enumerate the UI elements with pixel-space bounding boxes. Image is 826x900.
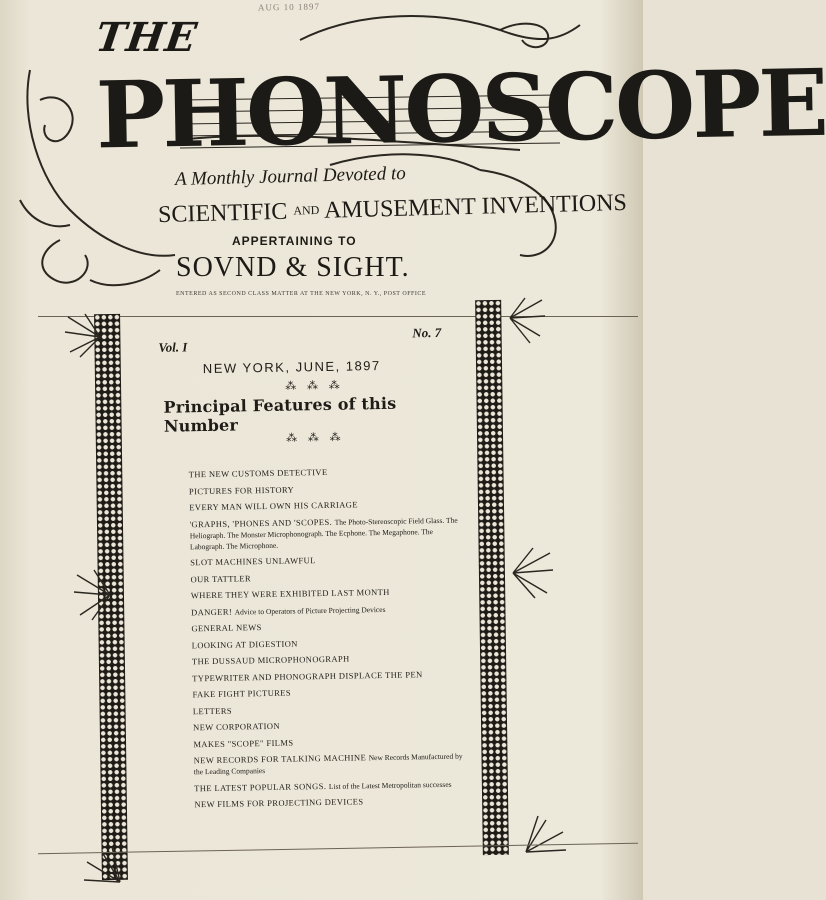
contents-item: [189, 481, 459, 497]
contents-item-title: OUR TATTLER: [190, 572, 252, 584]
contents-item: [192, 652, 462, 668]
leaf-ornament-icon: [60, 312, 110, 362]
masthead-sound-sight: SOVND & SIGHT.: [176, 252, 410, 283]
contents-list: [189, 465, 465, 816]
contents-item: [192, 668, 462, 684]
contents-item: [189, 498, 459, 514]
contents-item: [191, 619, 461, 635]
ornament-dots: ⁂ ⁂ ⁂: [285, 431, 345, 445]
contents-item: [189, 465, 459, 481]
contents-item-title: PICTURES FOR HISTORY: [188, 484, 295, 496]
contents-item-title: THE LATEST POPULAR SONGS.: [194, 780, 327, 793]
library-date-stamp: AUG 10 1897: [257, 1, 321, 13]
subtitle-scientific: SCIENTIFIC: [157, 198, 288, 229]
contents-item-title: WHERE THEY WERE EXHIBITED LAST MONTH: [190, 586, 390, 601]
masthead-the: THE: [92, 14, 201, 61]
contents-item-title: GENERAL NEWS: [191, 622, 262, 634]
contents-item-description: List of the Latest Metropolitan successes: [328, 779, 452, 791]
contents-item-title: LOOKING AT DIGESTION: [191, 637, 298, 650]
contents-item: [191, 586, 461, 602]
contents-item: [192, 685, 462, 701]
contents-item-title: NEW FILMS FOR PROJECTING DEVICES: [194, 796, 364, 810]
contents-item-title: LETTERS: [192, 705, 233, 716]
subtitle-amusement: AMUSEMENT INVENTIONS: [323, 189, 628, 224]
leaf-ornament-icon: [72, 570, 122, 620]
contents-item-title: EVERY MAN WILL OWN HIS CARRIAGE: [189, 499, 358, 513]
contents-item: [193, 701, 463, 717]
contents-item: [190, 569, 460, 585]
right-ornamental-column: [475, 300, 509, 855]
contents-item-description: New Records Manufactured by the Leading Companies: [193, 751, 463, 777]
ornament-dots: ⁂ ⁂ ⁂: [285, 379, 344, 393]
masthead-appertaining: APPERTAINING TO: [232, 234, 357, 248]
masthead-title: PHONOSCOPE: [95, 48, 826, 170]
contents-item: [190, 553, 460, 569]
contents-item: [189, 514, 460, 552]
contents-item-title: THE DUSSAUD MICROPHONOGRAPH: [191, 653, 350, 667]
contents-item-title: THE NEW CUSTOMS DETECTIVE: [188, 466, 328, 480]
subtitle-and: AND: [293, 202, 320, 218]
contents-item-description: Advice to Operators of Picture Projecting Devices: [234, 604, 386, 617]
contents-item-title: 'GRAPHS, 'PHONES AND 'SCOPES.: [189, 516, 333, 529]
leaf-ornament-icon: [505, 548, 555, 598]
contents-item: [193, 718, 463, 734]
contents-item: [194, 795, 464, 811]
contents-panel: [150, 314, 479, 860]
entered-notice: ENTERED AS SECOND CLASS MATTER AT THE NEW YORK, N. Y., POST OFFICE: [176, 291, 427, 297]
issue-number-label: No. 7: [412, 324, 442, 341]
leaf-ornament-icon: [518, 812, 568, 862]
contents-item: [194, 751, 464, 778]
masthead-subtitle: A Monthly Journal Devoted to: [174, 162, 406, 191]
contents-item: [193, 734, 463, 750]
contents-item-title: TYPEWRITER AND PHONOGRAPH DISPLACE THE PEN: [192, 668, 423, 683]
dateline: NEW YORK, JUNE, 1897: [202, 357, 381, 377]
contents-item: [191, 602, 461, 618]
contents-item: [192, 635, 462, 651]
leaf-ornament-icon: [500, 298, 550, 348]
features-heading: Principal Features of this Number: [163, 393, 397, 436]
contents-item: [194, 778, 464, 794]
contents-item-title: SLOT MACHINES UNLAWFUL: [190, 555, 316, 568]
contents-item-description: The Photo-Stereoscopic Field Glass. The Heliograph. The Monster Microphonograph. The Ecphone. The Megaphone. The Labograph. The Microphone.: [189, 515, 458, 551]
volume-label: Vol. I: [158, 339, 188, 355]
contents-item-title: FAKE FIGHT PICTURES: [192, 687, 292, 700]
contents-item-title: MAKES "SCOPE" FILMS: [193, 737, 294, 749]
leaf-ornament-icon: [82, 842, 132, 892]
contents-item-title: NEW CORPORATION: [193, 720, 281, 733]
contents-item-title: NEW RECORDS FOR TALKING MACHINE: [193, 752, 367, 766]
contents-item-title: DANGER!: [191, 606, 233, 617]
